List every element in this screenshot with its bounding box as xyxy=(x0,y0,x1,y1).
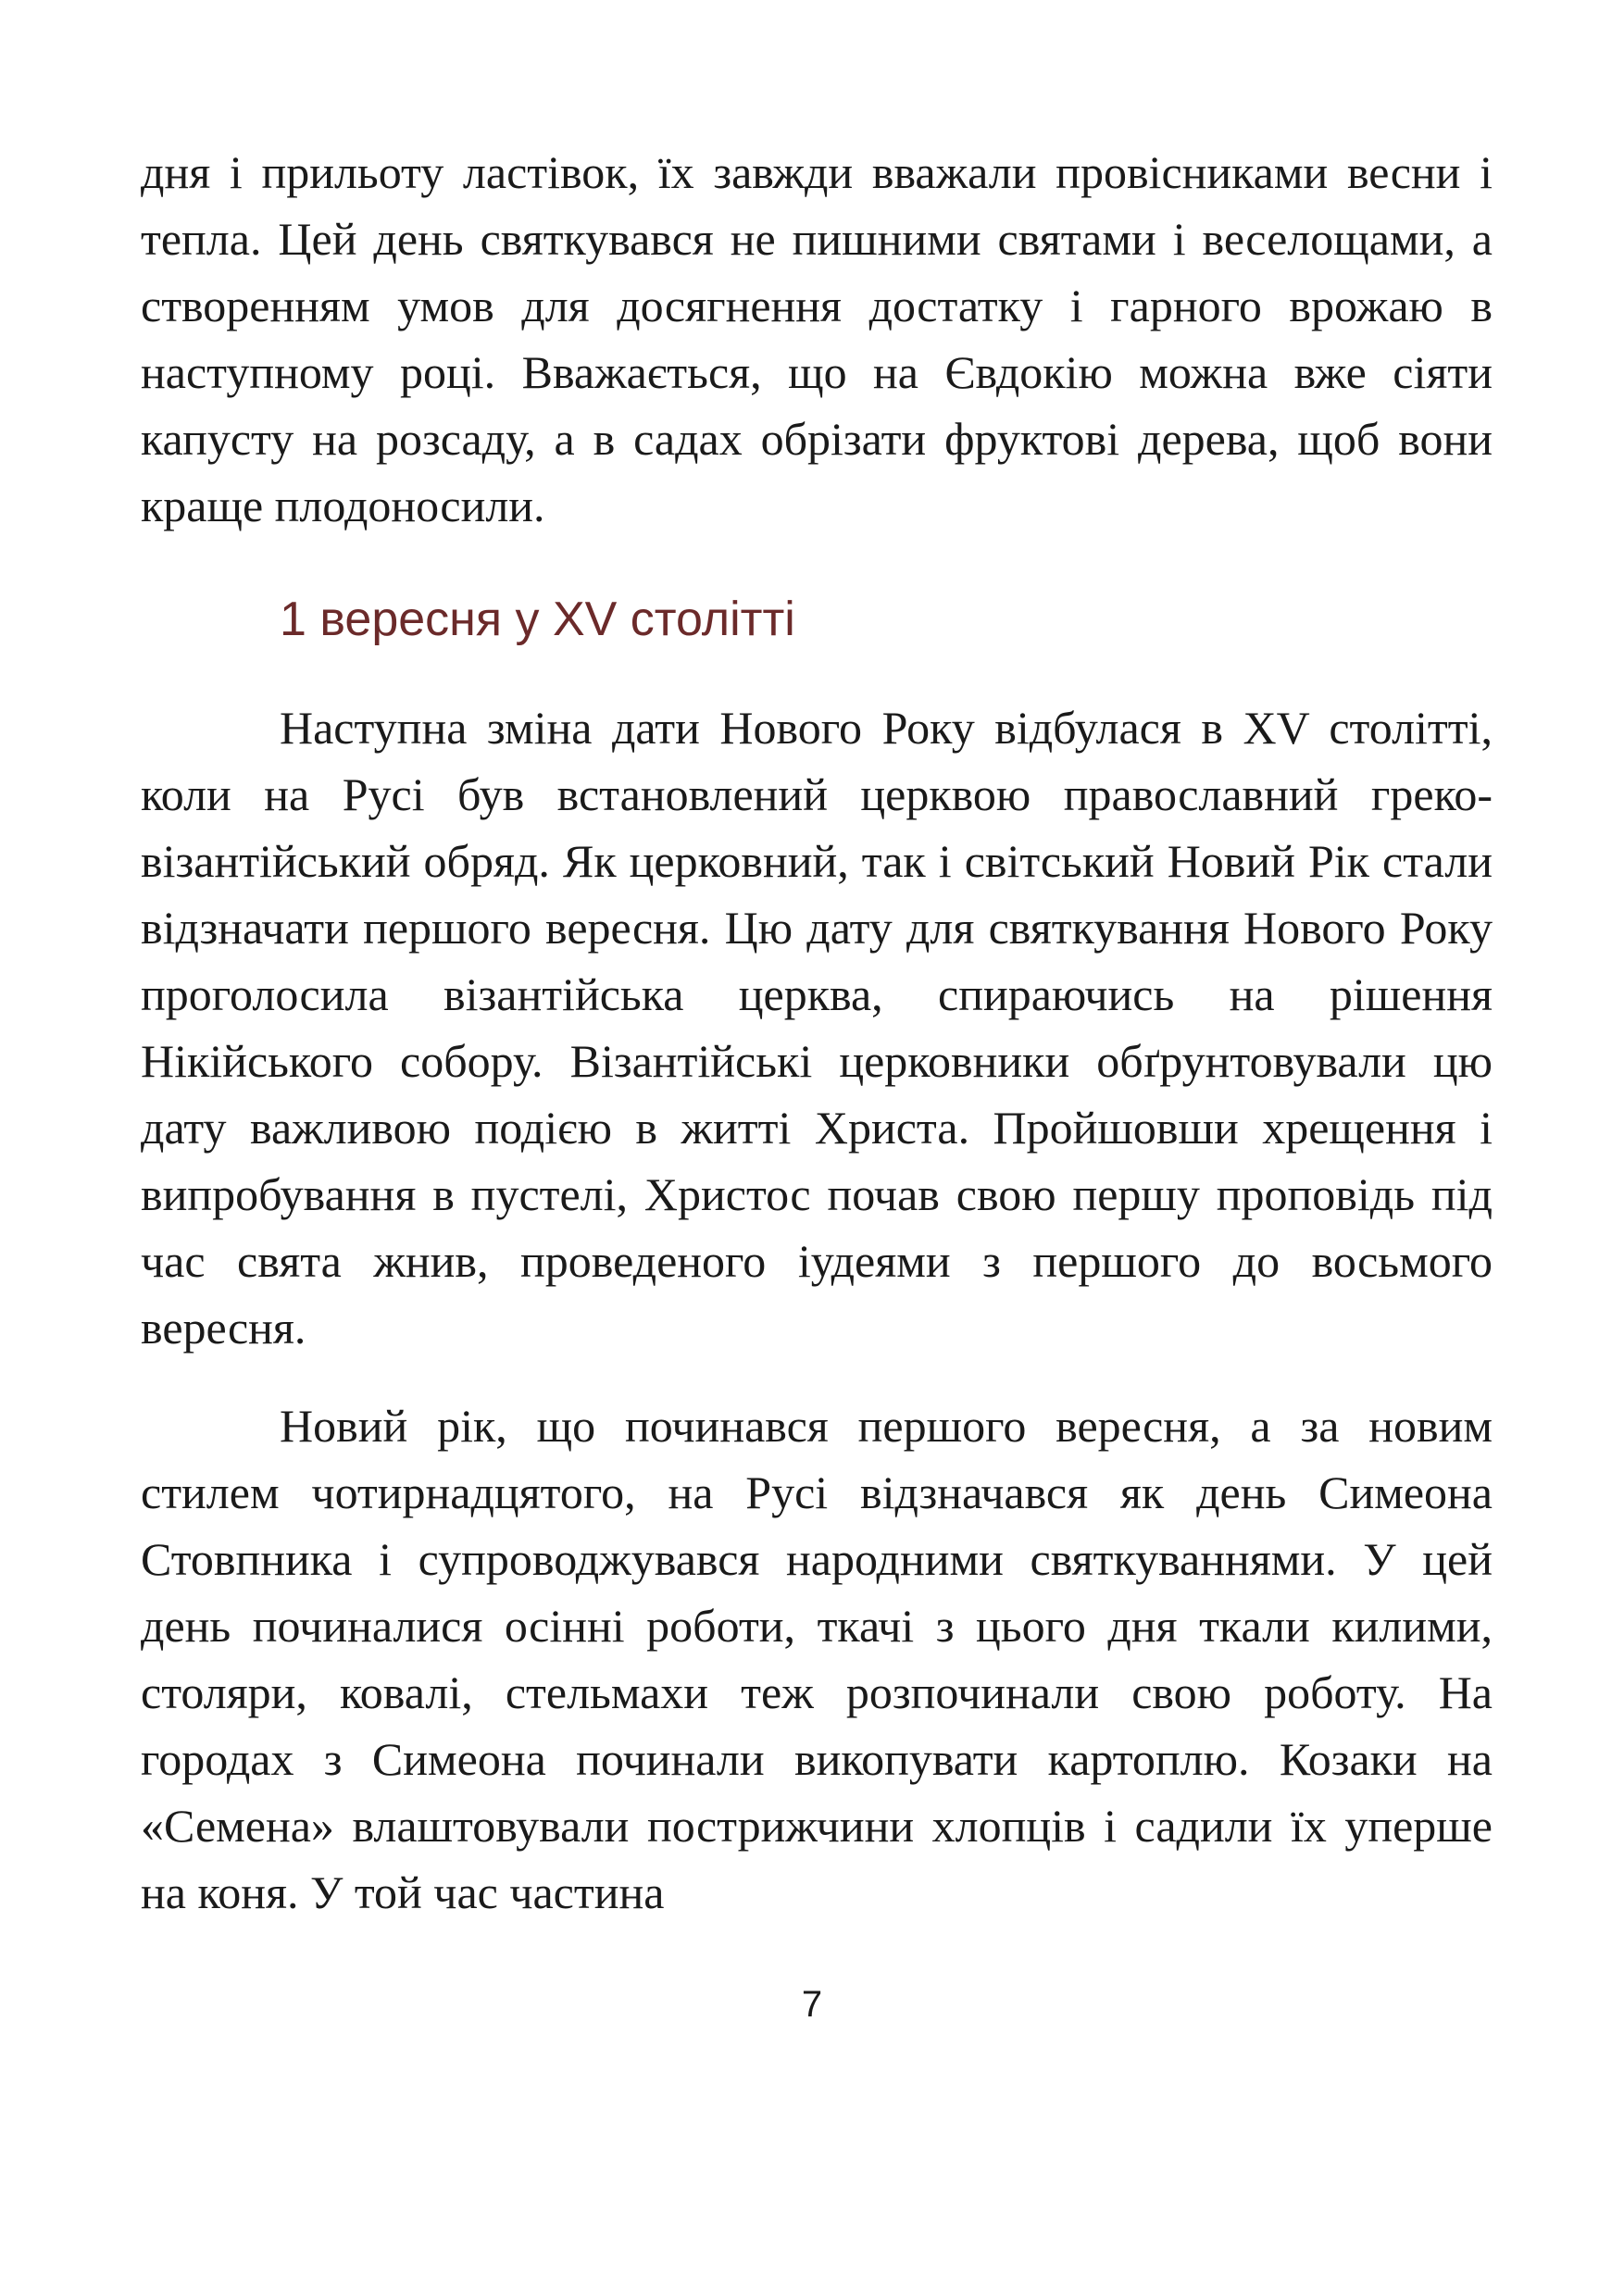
page-number: 7 xyxy=(801,1984,823,2025)
paragraph-continuation: дня і прильоту ластівок, їх завжди вважали провісниками весни і тепла. Цей день святкувався не пишними святами і веселощами, а створенням умов для досягнення достатку і гарного врожаю в наступному році. Вважається, що на Євдокію можна вже сіяти капусту на розсаду, а в садах обрізати фруктові дерева, щоб вони краще плодоносили. xyxy=(141,146,1493,531)
section-heading: 1 вересня у XV столітті xyxy=(280,593,795,646)
page-content xyxy=(141,139,1493,1926)
paragraph-simeon-day: Новий рік, що починався першого вересня, а за новим стилем чотирнадцятого, на Русі відзначався як день Симеона Стовпника і супроводжувався народними святкуваннями. У цей день починалися осінні роботи, ткачі з цього дня ткали килими, столяри, ковалі, стельмахи теж розпочинали свою роботу. На городах з Симеона починали викопувати картоплю. Козаки на «Семена» влаштовували пострижчини хлопців і садили їх уперше на коня. У той час частина xyxy=(141,1400,1493,1918)
paragraph-new-year-xv-century: Наступна зміна дати Нового Року відбулася в XV столітті, коли на Русі був встановлений церквою православний греко-візантійський обряд. Як церковний, так і світський Новий Рік стали відзначати першого вересня. Цю дату для святкування Нового Року проголосила візантійська церква, спираючись на рішення Нікійського собору. Візантійські церковники обґрунтовували цю дату важливою подією в житті Христа. Пройшовши хрещення і випробування в пустелі, Христос почав свою першу проповідь під час свята жнив, проведеного іудеями з першого до восьмого вересня. xyxy=(141,702,1493,1354)
